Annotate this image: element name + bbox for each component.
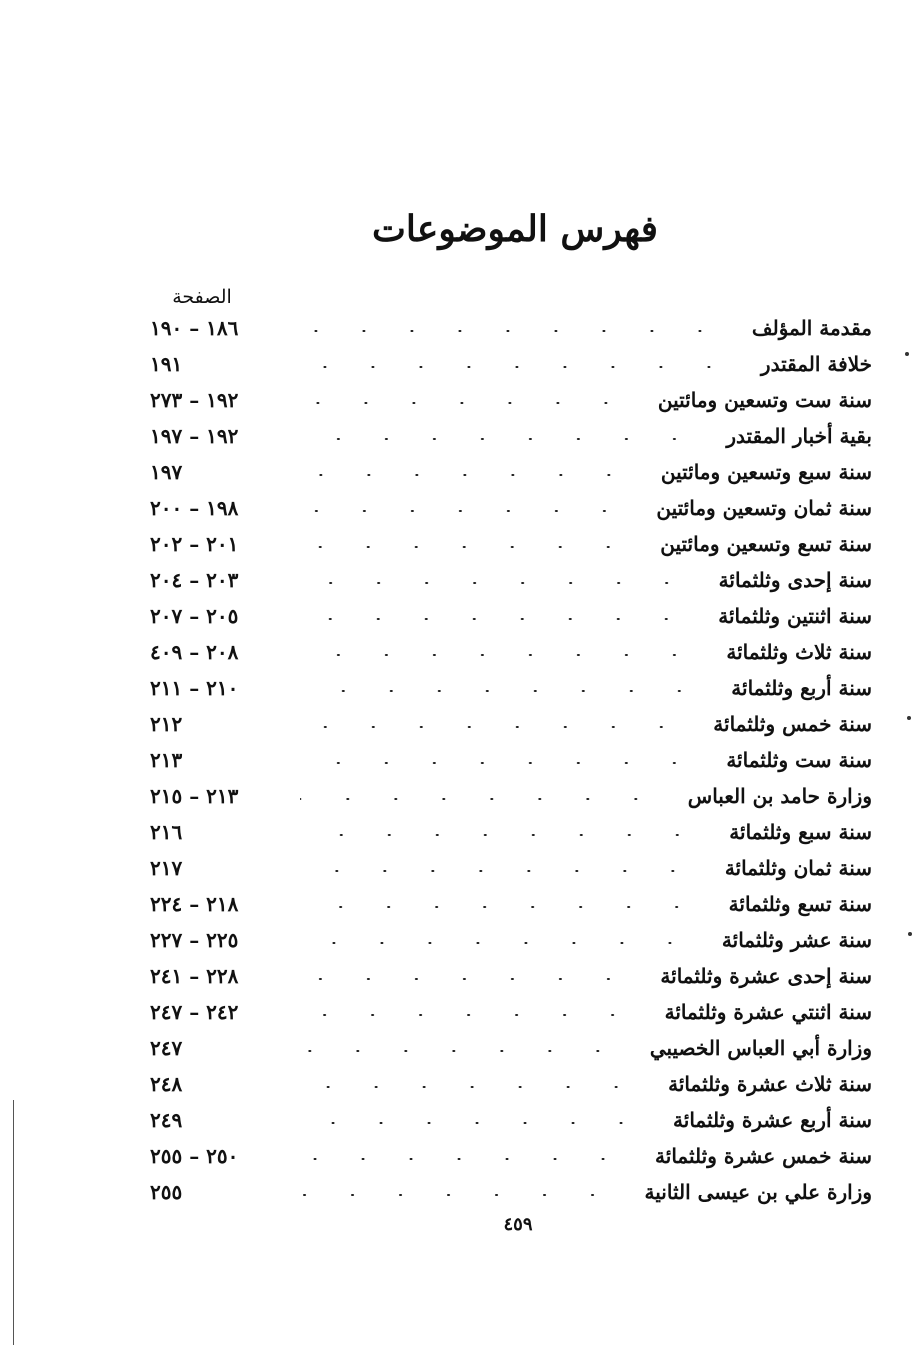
toc-entry-pages — [150, 457, 260, 487]
page-range-dash: – — [182, 424, 207, 448]
toc-entry-title: سنة تسع وتسعين ومائتين — [660, 532, 872, 556]
toc-entry-title: سنة أربع وثلثمائة — [731, 676, 872, 700]
margin-dot — [905, 352, 909, 356]
toc-entry-pages — [150, 781, 260, 811]
toc-entry-title: سنة ست وثلثمائة — [726, 748, 872, 772]
dot-leader — [300, 582, 691, 584]
page-range-dash: – — [182, 316, 207, 340]
page-end: ٢٧٣ — [150, 388, 183, 412]
page-start: ١٩٧ — [150, 460, 183, 484]
page-start: ٢٠٥ — [206, 604, 239, 628]
toc-entry — [150, 670, 872, 706]
page-end: ٢٠٧ — [150, 604, 183, 628]
toc-entry-title: سنة ثمان وثلثمائة — [724, 856, 872, 880]
dot-leader — [300, 654, 698, 656]
margin-rule — [13, 1100, 14, 1345]
toc-entry-pages — [150, 1105, 260, 1135]
dot-leader — [300, 978, 632, 980]
toc-entry — [150, 1138, 872, 1174]
page-start: ٢١٣ — [206, 784, 239, 808]
page-start: ٢٠٨ — [206, 640, 239, 664]
toc-entry-title: سنة ست وتسعين ومائتين — [657, 388, 872, 412]
page-start: ٢٠١ — [206, 532, 239, 556]
toc-entry — [150, 814, 872, 850]
page-end: ٤٠٩ — [150, 640, 183, 664]
page-range-dash: – — [182, 640, 207, 664]
page-range-dash: – — [182, 784, 207, 808]
toc-entry — [150, 1030, 872, 1066]
toc-entry-title: سنة ثلاث وثلثمائة — [726, 640, 872, 664]
margin-dot — [907, 716, 911, 720]
dot-leader — [300, 1122, 645, 1124]
dot-leader — [300, 1050, 622, 1052]
dot-leader — [300, 618, 690, 620]
dot-leader — [300, 438, 698, 440]
page-range-dash: – — [182, 1144, 207, 1168]
margin-dot — [908, 932, 912, 936]
toc-entry-pages — [150, 601, 260, 631]
toc-entry-title: وزارة أبي العباس الخصيبي — [649, 1036, 872, 1060]
toc-entry — [150, 958, 872, 994]
toc-entry-title: سنة أربع عشرة وثلثمائة — [673, 1108, 872, 1132]
page-range-dash: – — [182, 892, 207, 916]
toc-entry-pages — [150, 925, 260, 955]
toc-entry-title: بقية أخبار المقتدر — [726, 424, 872, 448]
toc-entry-title: سنة ثمان وتسعين ومائتين — [656, 496, 872, 520]
page-start: ٢٥٥ — [150, 1180, 183, 1204]
dot-leader — [300, 1194, 617, 1196]
page-range-dash: – — [182, 496, 207, 520]
toc-entry — [150, 418, 872, 454]
toc-entry-pages — [150, 1033, 260, 1063]
toc-entry-pages — [150, 1141, 260, 1171]
page-end: ٢١١ — [150, 676, 183, 700]
page-start: ١٩١ — [150, 352, 183, 376]
toc-entry-title: سنة إحدى عشرة وثلثمائة — [660, 964, 872, 988]
dot-leader — [300, 330, 724, 332]
page-end: ٢٥٥ — [150, 1144, 183, 1168]
page-start: ٢٤٨ — [150, 1072, 183, 1096]
toc-entry — [150, 922, 872, 958]
toc-entry-pages — [150, 421, 260, 451]
page-end: ٢٤١ — [150, 964, 183, 988]
toc-entry-title: سنة عشر وثلثمائة — [721, 928, 872, 952]
toc-entry-pages — [150, 1177, 260, 1207]
page-end: ١٩٠ — [150, 316, 183, 340]
dot-leader — [300, 1014, 637, 1016]
page-start: ٢٢٥ — [206, 928, 239, 952]
toc-entry — [150, 1174, 872, 1210]
dot-leader — [300, 546, 632, 548]
toc-entry-pages — [150, 745, 260, 775]
toc-entry — [150, 1102, 872, 1138]
toc-entry-pages — [150, 529, 260, 559]
page-start: ٢١٠ — [206, 676, 239, 700]
page-range-dash: – — [182, 568, 207, 592]
toc-entry-title: سنة ثلاث عشرة وثلثمائة — [668, 1072, 872, 1096]
dot-leader — [300, 1086, 640, 1088]
page-number: ٤٥٩ — [503, 1214, 533, 1235]
toc-entry-title: وزارة حامد بن العباس — [687, 784, 872, 808]
dot-leader — [300, 726, 685, 728]
toc-entry-pages — [150, 961, 260, 991]
dot-leader — [300, 474, 633, 476]
toc-entry — [150, 886, 872, 922]
page-range-dash: – — [182, 604, 207, 628]
page-end: ٢٢٤ — [150, 892, 183, 916]
toc-entry-pages — [150, 349, 260, 379]
dot-leader — [300, 690, 703, 692]
toc-entry — [150, 634, 872, 670]
page-start: ١٩٢ — [206, 424, 239, 448]
toc-entry-pages — [150, 385, 260, 415]
page-start: ٢١٢ — [150, 712, 183, 736]
page-range-dash: – — [182, 388, 207, 412]
page-start: ٢١٧ — [150, 856, 183, 880]
dot-leader — [300, 762, 698, 764]
toc-entry-title: سنة سبع وتسعين ومائتين — [660, 460, 872, 484]
toc-entry-pages — [150, 493, 260, 523]
toc-entry — [150, 562, 872, 598]
page-start: ٢١٦ — [150, 820, 183, 844]
toc-entry-pages — [150, 889, 260, 919]
page-range-dash: – — [182, 1000, 207, 1024]
toc-entry — [150, 994, 872, 1030]
toc-entry-pages — [150, 565, 260, 595]
toc-entry — [150, 382, 872, 418]
page-range-dash: – — [182, 532, 207, 556]
toc-entry-title: سنة اثنتين وثلثمائة — [718, 604, 872, 628]
page-start: ٢١٨ — [206, 892, 239, 916]
dot-leader — [300, 834, 701, 836]
dot-leader — [300, 1158, 627, 1160]
page-start: ١٩٢ — [206, 388, 239, 412]
toc-entry — [150, 778, 872, 814]
dot-leader — [300, 870, 697, 872]
dot-leader — [300, 906, 701, 908]
toc-entry-title: سنة تسع وثلثمائة — [728, 892, 872, 916]
dot-leader — [300, 942, 694, 944]
toc-entry — [150, 598, 872, 634]
dot-leader — [300, 402, 630, 404]
toc-entry-pages — [150, 1069, 260, 1099]
page-start: ١٨٦ — [206, 316, 239, 340]
toc-entry — [150, 850, 872, 886]
toc-entry-title: خلافة المقتدر — [760, 352, 872, 376]
page-range-dash: – — [182, 964, 207, 988]
toc-entry-pages — [150, 313, 260, 343]
page-column-header: الصفحة — [172, 286, 232, 308]
toc-entry-title: سنة إحدى وثلثمائة — [718, 568, 872, 592]
page-start: ٢٥٠ — [206, 1144, 239, 1168]
toc-entry — [150, 1066, 872, 1102]
page-range-dash: – — [182, 676, 207, 700]
toc-entry — [150, 526, 872, 562]
toc-entry — [150, 706, 872, 742]
toc-entry-title: سنة سبع وثلثمائة — [729, 820, 872, 844]
toc-entry-pages — [150, 817, 260, 847]
dot-leader — [300, 510, 628, 512]
toc-entry — [150, 310, 872, 346]
toc-entry-title: سنة خمس وثلثمائة — [713, 712, 872, 736]
dot-leader — [300, 798, 660, 800]
page-start: ٢١٣ — [150, 748, 183, 772]
page-end: ٢٢٧ — [150, 928, 183, 952]
page-start: ٢٤٩ — [150, 1108, 183, 1132]
toc-entry — [150, 346, 872, 382]
page-end: ٢١٥ — [150, 784, 183, 808]
toc-entry-title: سنة خمس عشرة وثلثمائة — [655, 1144, 872, 1168]
page-end: ١٩٧ — [150, 424, 183, 448]
toc-entry-pages — [150, 637, 260, 667]
toc-entry — [150, 490, 872, 526]
toc-entry-pages — [150, 709, 260, 739]
toc-entry — [150, 742, 872, 778]
toc-entry-pages — [150, 673, 260, 703]
toc-entry-title: سنة اثنتي عشرة وثلثمائة — [664, 1000, 872, 1024]
page-start: ٢٤٧ — [150, 1036, 183, 1060]
page-start: ٢٠٣ — [206, 568, 239, 592]
toc-entry-title: مقدمة المؤلف — [751, 316, 872, 340]
page-end: ٢٠٤ — [150, 568, 183, 592]
page-range-dash: – — [182, 928, 207, 952]
page-start: ٢٤٢ — [206, 1000, 239, 1024]
toc-entry-pages — [150, 997, 260, 1027]
page-title: فهرس الموضوعات — [371, 208, 659, 250]
toc-entry-pages — [150, 853, 260, 883]
page-end: ٢٤٧ — [150, 1000, 183, 1024]
toc-entry-title: وزارة علي بن عيسى الثانية — [644, 1180, 872, 1204]
page-start: ١٩٨ — [206, 496, 239, 520]
page-start: ٢٢٨ — [206, 964, 239, 988]
page-end: ٢٠٢ — [150, 532, 183, 556]
dot-leader — [300, 366, 733, 368]
toc-entry — [150, 454, 872, 490]
page-end: ٢٠٠ — [150, 496, 183, 520]
toc-list — [150, 310, 872, 1210]
